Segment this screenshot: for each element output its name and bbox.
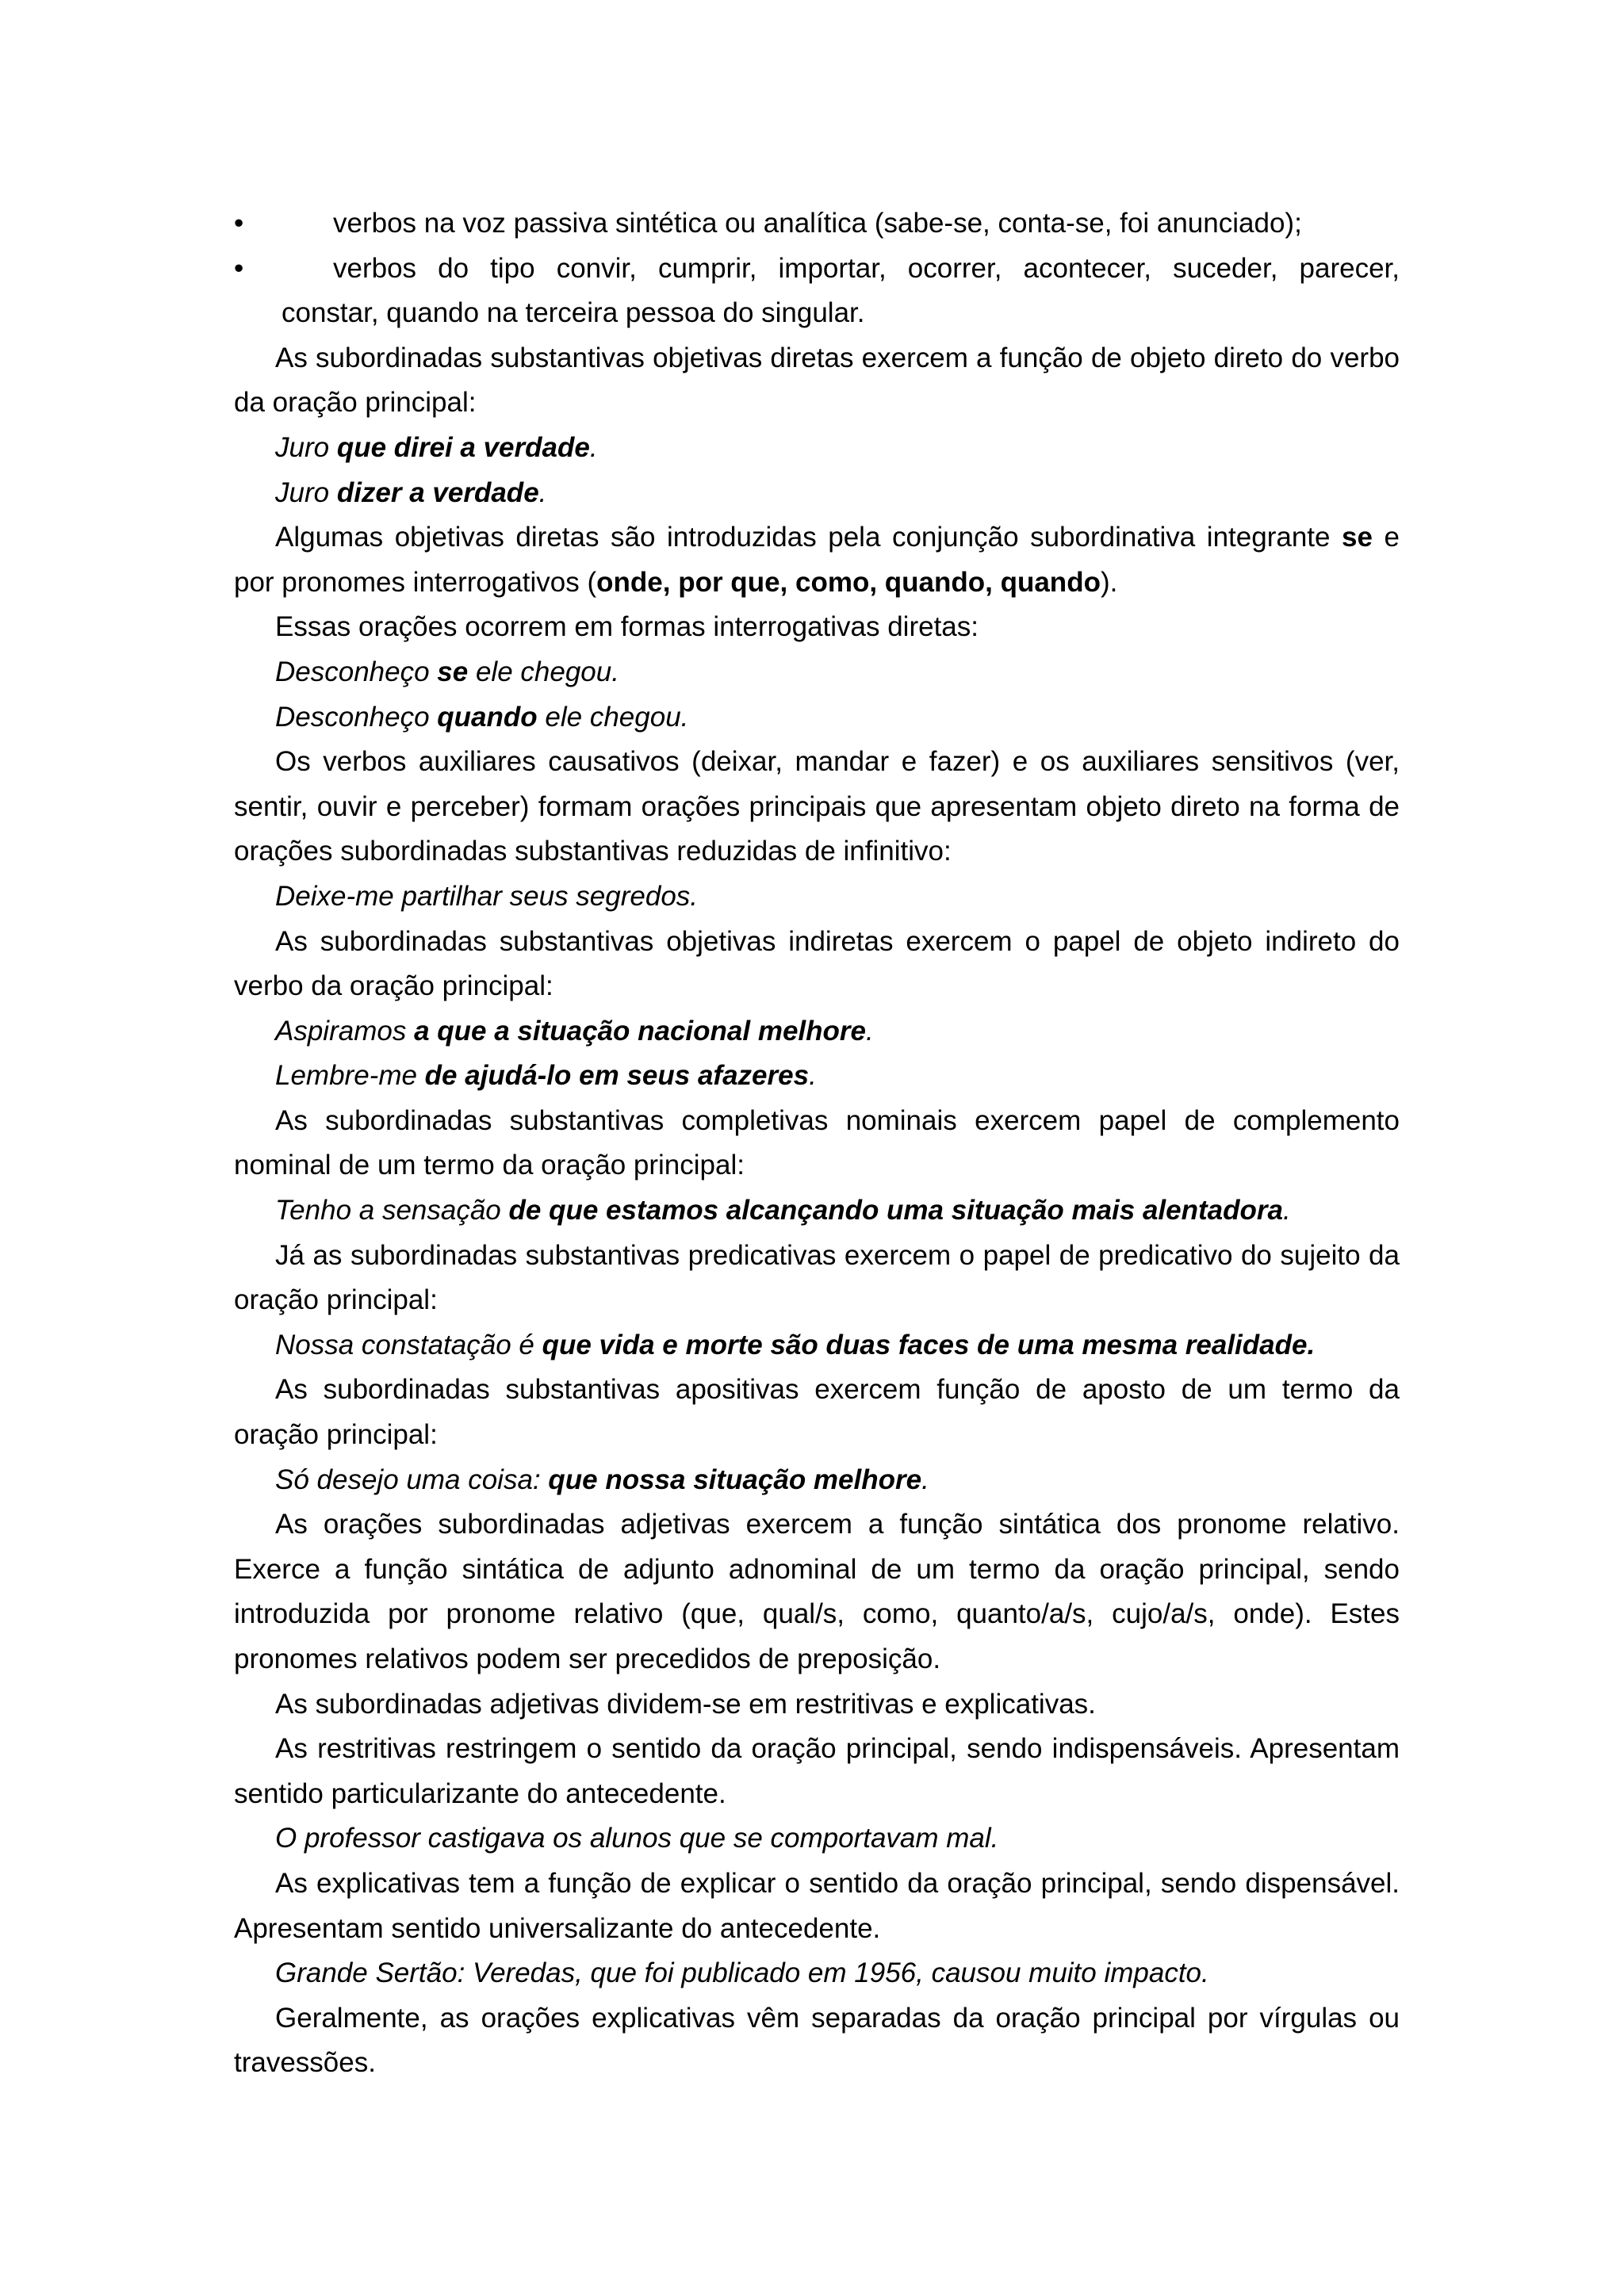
example-text: Juro xyxy=(275,476,337,508)
paragraph: As subordinadas substantivas completivas nominais exercem papel de complemento nominal de um termo da oração principal: xyxy=(234,1104,1400,1181)
paragraph: As orações subordinadas adjetivas exercem a função sintática dos pronome relativo. Exerce a função sintática de adjunto adnominal de um termo da oração principal, sendo introduzida por pronome relativo (que, qual/s, como, quanto/a/s, cujo/a/s, onde). Estes pronomes relativos podem ser precedidos de preposição. xyxy=(234,1509,1400,1674)
paragraph: Essas orações ocorrem em formas interrogativas diretas: xyxy=(275,611,979,643)
example-sentence xyxy=(234,1188,1400,1234)
example-sentence xyxy=(234,471,1400,516)
example-sentence xyxy=(234,1009,1400,1054)
example-text: ele chegou. xyxy=(468,656,619,687)
example-text: . xyxy=(589,431,598,463)
bullet-marker: • xyxy=(234,252,244,284)
bullet-text-line2: constar, quando na terceira pessoa do singular. xyxy=(282,297,865,329)
example-highlight: que nossa situação melhore xyxy=(548,1464,922,1495)
paragraph: Geralmente, as orações explicativas vêm separadas da oração principal por vírgulas ou travessões. xyxy=(234,2002,1400,2079)
example-sentence xyxy=(234,1054,1400,1099)
example-highlight: de ajudá-lo em seus afazeres xyxy=(424,1060,810,1092)
example-highlight: se xyxy=(437,656,469,687)
example-sentence: Deixe-me partilhar seus segredos. xyxy=(275,880,699,912)
example-text: Só desejo uma coisa: xyxy=(275,1464,549,1495)
example-text: . xyxy=(538,476,547,508)
example-text: Aspiramos xyxy=(275,1015,415,1047)
example-text: . xyxy=(809,1060,817,1092)
bullet-item xyxy=(234,201,1400,247)
example-text: Juro xyxy=(275,431,337,463)
paragraph: As restritivas restringem o sentido da oração principal, sendo indispensáveis. Apresentam sentido particularizante do antecedente. xyxy=(234,1733,1400,1809)
example-sentence: O professor castigava os alunos que se comportavam mal. xyxy=(275,1823,999,1854)
example-text: Desconheço xyxy=(275,656,438,687)
example-sentence xyxy=(234,1458,1400,1503)
example-sentence xyxy=(234,695,1400,740)
paragraph-highlight: se xyxy=(1342,522,1373,553)
paragraph-highlight: onde, por que, como, quando, quando xyxy=(596,566,1101,598)
example-sentence: Grande Sertão: Veredas, que foi publicado em 1956, causou muito impacto. xyxy=(275,1957,1209,1989)
paragraph: As subordinadas substantivas objetivas diretas exercem a função de objeto direto do verbo da oração principal: xyxy=(234,342,1400,419)
example-sentence xyxy=(234,1323,1400,1368)
paragraph: As subordinadas substantivas objetivas indiretas exercem o papel de objeto indireto do verbo da oração principal: xyxy=(234,925,1400,1002)
paragraph: As explicativas tem a função de explicar o sentido da oração principal, sendo dispensável. Apresentam sentido universalizante do antecedente. xyxy=(234,1867,1400,1944)
example-highlight: de que estamos alcançando uma situação mais alentadora xyxy=(508,1195,1283,1226)
example-text: Nossa constatação é xyxy=(275,1329,542,1360)
example-text: Tenho a sensação xyxy=(275,1195,509,1226)
document-body xyxy=(234,201,1400,2086)
paragraph: As subordinadas substantivas apositivas exercem função de aposto de um termo da oração principal: xyxy=(234,1374,1400,1451)
paragraph-text: Algumas objetivas diretas são introduzidas pela conjunção subordinativa integrante xyxy=(275,522,1342,553)
paragraph-text: ). xyxy=(1100,566,1118,598)
paragraph: Os verbos auxiliares causativos (deixar, mandar e fazer) e os auxiliares sensitivos (ver, sentir, ouvir e perceber) formam orações principais que apresentam objeto direto na forma de orações subordinadas substantivas reduzidas de infinitivo: xyxy=(234,746,1400,867)
bullet-text: verbos na voz passiva sintética ou analítica (sabe-se, conta-se, foi anunciado); xyxy=(333,208,1302,239)
example-sentence xyxy=(234,426,1400,471)
example-sentence xyxy=(234,650,1400,695)
example-text: Desconheço xyxy=(275,701,438,733)
example-highlight: que direi a verdade xyxy=(336,431,590,463)
example-highlight: a que a situação nacional melhore xyxy=(414,1015,866,1047)
paragraph: As subordinadas adjetivas dividem-se em restritivas e explicativas. xyxy=(275,1688,1096,1720)
paragraph xyxy=(234,515,1400,605)
example-text: . xyxy=(921,1464,929,1495)
example-text: Lembre-me xyxy=(275,1060,425,1092)
example-text: . xyxy=(1282,1195,1291,1226)
example-highlight: dizer a verdade xyxy=(336,476,539,508)
paragraph: Já as subordinadas substantivas predicativas exercem o papel de predicativo do sujeito da oração principal: xyxy=(234,1239,1400,1316)
example-highlight: quando xyxy=(437,701,538,733)
bullet-item xyxy=(234,247,1400,292)
example-text: . xyxy=(865,1015,874,1047)
example-text: ele chegou. xyxy=(537,701,689,733)
bullet-marker: • xyxy=(234,208,244,239)
paragraph-text: e por pronomes interrogativos ( xyxy=(234,522,1400,598)
example-highlight: que vida e morte são duas faces de uma mesma realidade. xyxy=(542,1329,1316,1360)
bullet-text-line1: verbos do tipo convir, cumprir, importar, ocorrer, acontecer, suceder, parecer, xyxy=(333,252,1400,284)
